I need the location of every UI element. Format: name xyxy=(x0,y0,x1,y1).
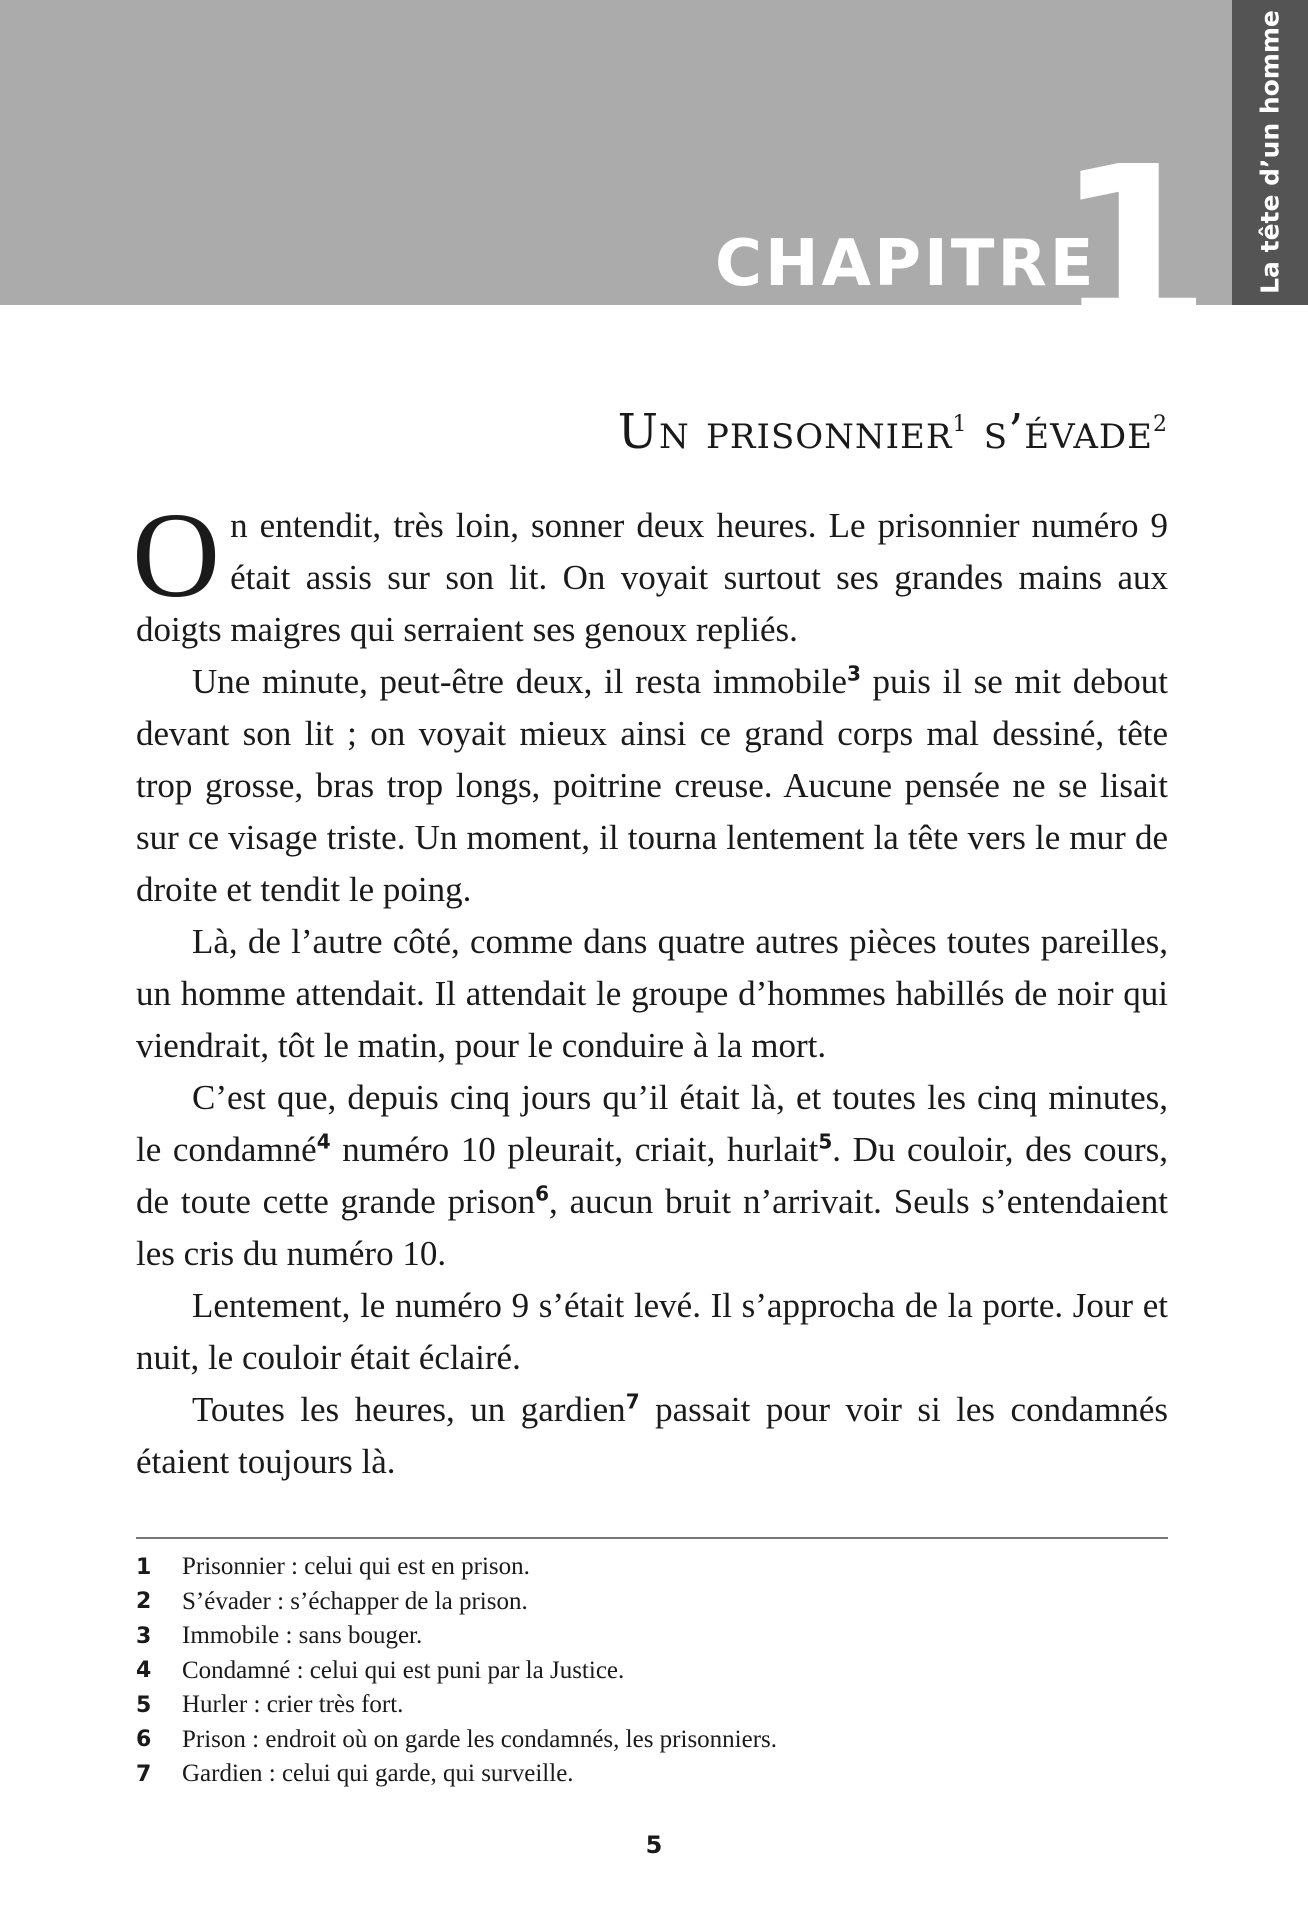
paragraph-6-text-b: passait pour voir si les condamnés étaient toujours là. xyxy=(136,1390,1168,1481)
footnote xyxy=(136,1550,1168,1585)
footnote-text: Gardien : celui qui garde, qui surveille. xyxy=(182,1760,574,1788)
footnote-number: 3 xyxy=(136,1623,152,1649)
page-number: 5 xyxy=(645,1831,663,1859)
paragraph-4-text-a: C’est que, depuis cinq jours qu’il était là, et toutes les cinq minutes, le condamné xyxy=(136,1078,1168,1169)
body-text xyxy=(132,488,1169,1488)
footnote-text: Condamné : celui qui est puni par la Justice. xyxy=(182,1656,625,1684)
footnote-text: Immobile : sans bouger. xyxy=(182,1622,423,1650)
footnote-divider xyxy=(136,1537,1168,1539)
chapter-title-ref-1: 1 xyxy=(952,412,968,437)
paragraph-5: Lentement, le numéro 9 s’était levé. Il s’approcha de la porte. Jour et nuit, le couloir était éclairé. xyxy=(136,1286,1168,1377)
paragraph-6-text-a: Toutes les heures, un gardien xyxy=(192,1390,626,1429)
footnote-ref-3: 3 xyxy=(846,661,861,686)
footnote-number: 2 xyxy=(136,1589,152,1615)
paragraph-3: Là, de l’autre côté, comme dans quatre autres pièces toutes pareilles, un homme attendait. Il attendait le groupe d’hommes habillés de noir qui viendrait, tôt le matin, pour le conduire à la mort. xyxy=(136,922,1168,1065)
paragraph-4 xyxy=(136,1072,1168,1280)
chapter-number: 1 xyxy=(1055,119,1212,381)
footnote-ref-4: 4 xyxy=(316,1129,331,1154)
footnote xyxy=(136,1688,1168,1723)
chapter-label: CHAPITRE xyxy=(715,227,1097,301)
footnote-ref-5: 5 xyxy=(818,1129,833,1154)
footnote xyxy=(136,1757,1168,1792)
drop-cap: O xyxy=(132,488,221,623)
book-title-tab: La tête d’un homme xyxy=(1255,10,1285,294)
paragraph-1-text: n entendit, très loin, sonner deux heures. Le prisonnier numéro 9 était assis sur son lit. On voyait surtout ses grandes mains aux doigts maigres qui serraient ses genoux repliés. xyxy=(136,506,1168,649)
paragraph-4-text-d: , aucun bruit n’arrivait. Seuls s’entendaient les cris du numéro 10. xyxy=(136,1182,1169,1273)
footnotes xyxy=(136,1550,1168,1792)
footnote xyxy=(136,1585,1168,1620)
footnote xyxy=(136,1654,1168,1689)
paragraph-1 xyxy=(132,488,1168,656)
chapter-title xyxy=(617,404,1168,460)
footnote-text: Prison : endroit où on garde les condamnés, les prisonniers. xyxy=(182,1725,778,1753)
footnote-number: 1 xyxy=(136,1554,152,1580)
chapter-title-text-1: Un prisonnier xyxy=(617,404,953,460)
footnote-ref-6: 6 xyxy=(535,1181,550,1206)
chapter-title-text-2: s’évade xyxy=(967,404,1153,460)
footnote xyxy=(136,1723,1168,1758)
paragraph-4-text-c: . Du couloir, des cours, de toute cette grande prison xyxy=(136,1130,1168,1221)
paragraph-2-text-b: puis il se mit debout devant son lit ; on voyait mieux ainsi ce grand corps mal dessiné, tête trop grosse, bras trop longs, poitrine creuse. Aucune pensée ne se lisait sur ce visage triste. Un moment, il tourna lentement la tête vers le mur de droite et tendit le poing. xyxy=(136,662,1168,909)
paragraph-2-text-a: Une minute, peut-être deux, il resta immobile xyxy=(192,662,847,701)
footnote-text: Prisonnier : celui qui est en prison. xyxy=(182,1553,530,1581)
footnote-text: Hurler : crier très fort. xyxy=(182,1691,404,1719)
footnote-number: 6 xyxy=(136,1727,152,1753)
footnote-number: 7 xyxy=(136,1761,152,1787)
footnote-ref-7: 7 xyxy=(625,1389,640,1414)
footnote-number: 5 xyxy=(136,1692,152,1718)
footnote-number: 4 xyxy=(136,1658,152,1684)
paragraph-2 xyxy=(136,656,1168,916)
paragraph-4-text-b: numéro 10 pleurait, criait, hurlait xyxy=(330,1130,819,1169)
footnote-text: S’évader : s’échapper de la prison. xyxy=(182,1587,528,1615)
footnote xyxy=(136,1619,1168,1654)
paragraph-6 xyxy=(136,1384,1168,1488)
chapter-title-ref-2: 2 xyxy=(1153,412,1168,437)
